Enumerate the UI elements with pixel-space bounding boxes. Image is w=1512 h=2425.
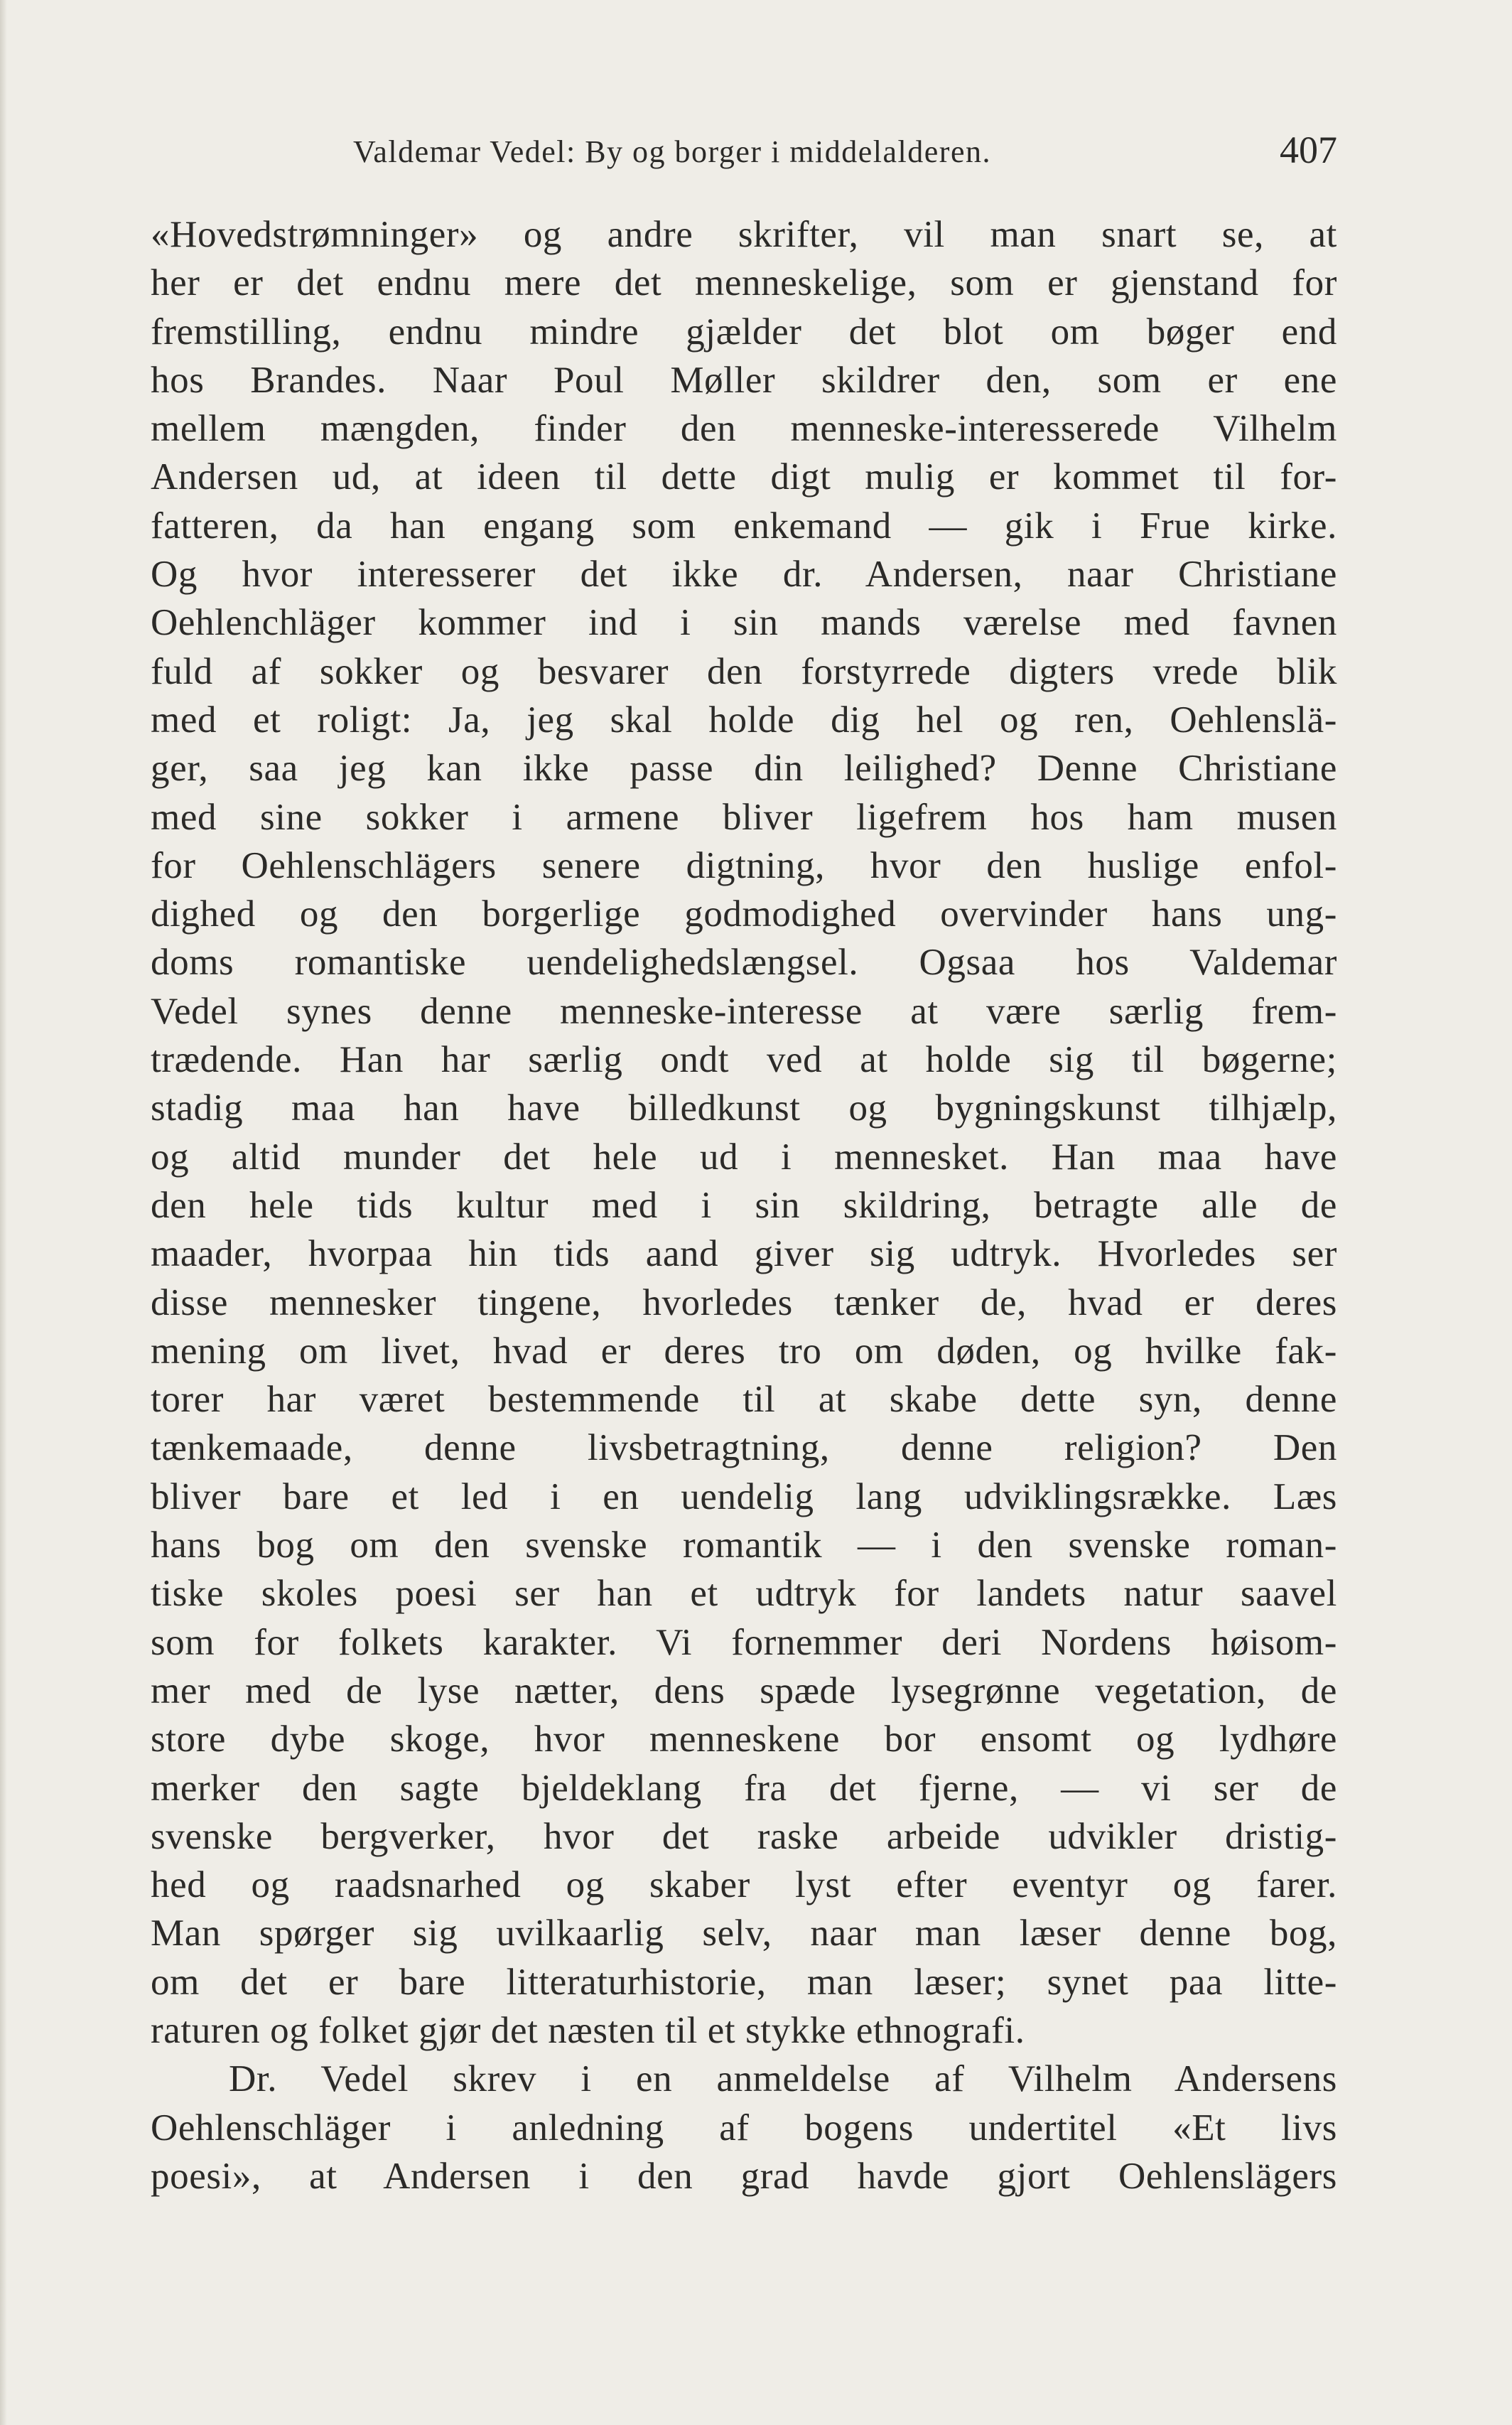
text-line: og altid munder det hele ud i mennesket. Han maa have: [151, 1136, 1337, 1178]
text-line: disse mennesker tingene, hvorledes tænker de, hvad er deres: [151, 1281, 1337, 1323]
text-line: som for folkets karakter. Vi fornemmer deri Nordens høisom-: [151, 1621, 1337, 1663]
text-line: Og hvor interesserer det ikke dr. Andersen, naar Christiane: [151, 554, 1337, 596]
text-line: mellem mængden, finder den menneske-interesserede Vilhelm: [151, 408, 1337, 450]
text-line: raturen og folket gjør det næsten til et stykke ethnografi.: [151, 2009, 1025, 2051]
text-line: her er det endnu mere det menneskelige, som er gjenstand for: [151, 262, 1337, 304]
text-line: den hele tids kultur med i sin skildring, betragte alle de: [151, 1184, 1337, 1226]
running-title: Valdemar Vedel: By og borger i middelalderen.: [353, 134, 991, 169]
running-header: [151, 121, 1337, 178]
text-line: hos Brandes. Naar Poul Møller skildrer den, som er ene: [151, 359, 1337, 401]
body-text: [151, 210, 1337, 2200]
text-line: poesi», at Andersen i den grad havde gjort Oehlenslägers: [151, 2155, 1337, 2197]
text-line: Dr. Vedel skrev i en anmeldelse af Vilhelm Andersens: [229, 2058, 1337, 2100]
text-line: med et roligt: Ja, jeg skal holde dig hel og ren, Oehlenslä-: [151, 699, 1337, 741]
text-line: store dybe skoge, hvor menneskene bor ensomt og lydhøre: [151, 1719, 1337, 1760]
text-line: om det er bare litteraturhistorie, man læser; synet paa litte-: [151, 1961, 1337, 2003]
text-line: dighed og den borgerlige godmodighed overvinder hans ung-: [151, 893, 1337, 935]
text-line: tænkemaade, denne livsbetragtning, denne religion? Den: [151, 1427, 1337, 1469]
text-line: maader, hvorpaa hin tids aand giver sig udtryk. Hvorledes ser: [151, 1233, 1337, 1275]
text-line: torer har været bestemmende til at skabe dette syn, denne: [151, 1379, 1337, 1421]
text-line: Andersen ud, at ideen til dette digt mulig er kommet til for-: [151, 456, 1337, 498]
text-line: med sine sokker i armene bliver ligefrem hos ham musen: [151, 796, 1337, 838]
text-line: fatteren, da han engang som enkemand — gik i Frue kirke.: [151, 505, 1337, 547]
text-line: mening om livet, hvad er deres tro om døden, og hvilke fak-: [151, 1330, 1337, 1372]
page-edge: [0, 0, 7, 2425]
text-line: hed og raadsnarhed og skaber lyst efter eventyr og farer.: [151, 1864, 1337, 1906]
text-line: bliver bare et led i en uendelig lang udviklingsrække. Læs: [151, 1475, 1337, 1517]
text-line: for Oehlenschlägers senere digtning, hvor den huslige enfol-: [151, 844, 1337, 886]
text-line: Oehlenchläger kommer ind i sin mands værelse med favnen: [151, 602, 1337, 644]
text-line: mer med de lyse nætter, dens spæde lysegrønne vegetation, de: [151, 1669, 1337, 1711]
text-line: Vedel synes denne menneske-interesse at være særlig frem-: [151, 990, 1337, 1032]
text-line: fremstilling, endnu mindre gjælder det blot om bøger end: [151, 311, 1337, 353]
text-line: tiske skoles poesi ser han et udtryk for landets natur saavel: [151, 1573, 1337, 1615]
text-line: Man spørger sig uvilkaarlig selv, naar man læser denne bog,: [151, 1913, 1337, 1954]
text-line: ger, saa jeg kan ikke passe din leilighed? Denne Christiane: [151, 748, 1337, 790]
text-line: «Hovedstrømninger» og andre skrifter, vil man snart se, at: [151, 214, 1337, 255]
text-line: trædende. Han har særlig ondt ved at holde sig til bøgerne;: [151, 1039, 1337, 1081]
text-line: Oehlenschläger i anledning af bogens undertitel «Et livs: [151, 2107, 1337, 2149]
text-line: merker den sagte bjeldeklang fra det fjerne, — vi ser de: [151, 1767, 1337, 1809]
text-line: stadig maa han have billedkunst og bygningskunst tilhjælp,: [151, 1087, 1337, 1129]
text-line: doms romantiske uendelighedslængsel. Ogsaa hos Valdemar: [151, 942, 1337, 984]
text-line: fuld af sokker og besvarer den forstyrrede digters vrede blik: [151, 650, 1337, 692]
text-line: hans bog om den svenske romantik — i den svenske roman-: [151, 1525, 1337, 1566]
text-line: svenske bergverker, hvor det raske arbeide udvikler dristig-: [151, 1815, 1337, 1857]
page-number: 407: [1280, 129, 1337, 171]
